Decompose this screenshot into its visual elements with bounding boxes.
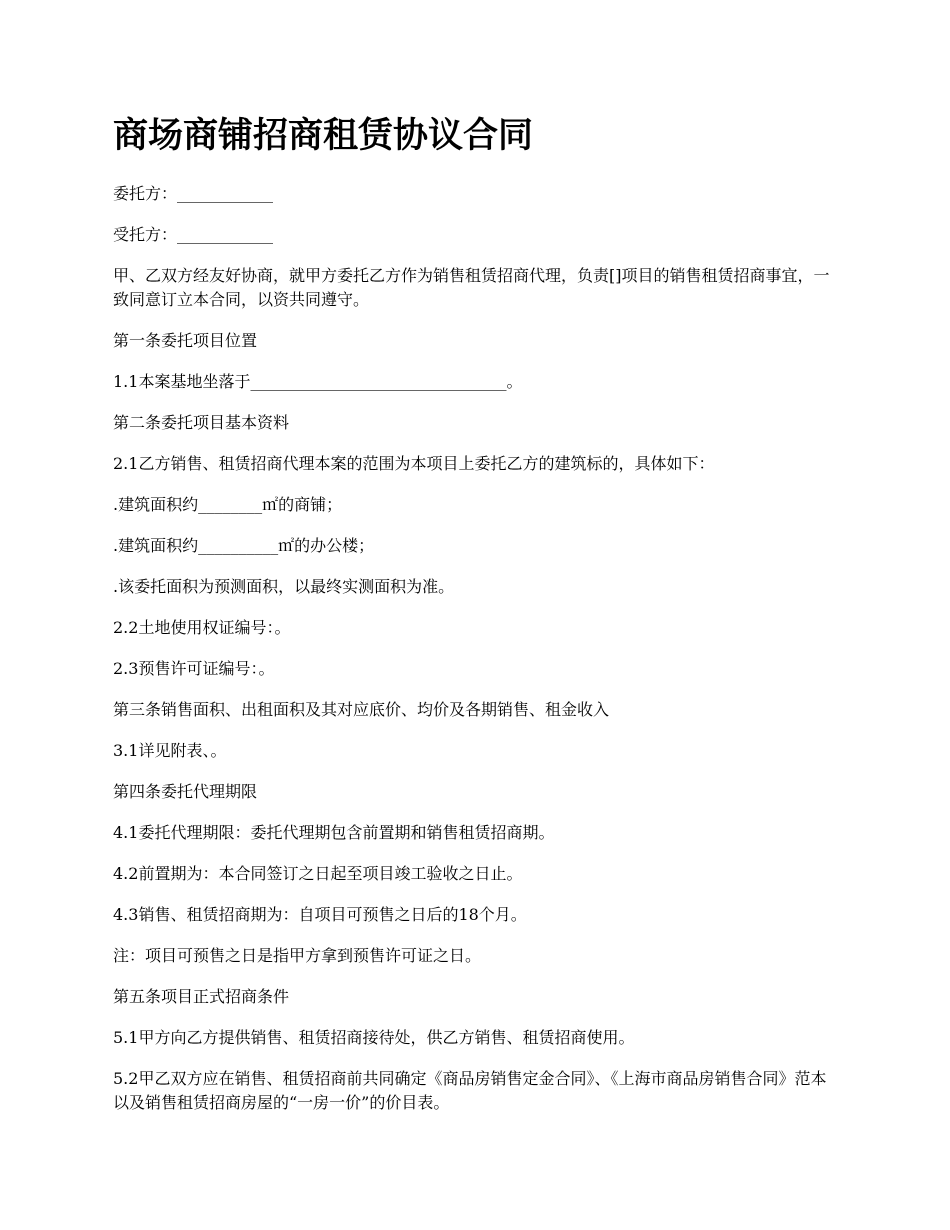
preamble-paragraph: 甲、乙双方经友好协商，就甲方委托乙方作为销售租赁招商代理，负责[]项目的销售租赁招商事宜，一致同意订立本合同，以资共同遵守。 [113,266,830,309]
clause-2-2: 2.2土地使用权证编号：。 [113,618,291,637]
clause-2-1-item-shops: .建筑面积约________㎡的商铺； [113,495,343,514]
clause-4-1: 4.1委托代理期限：委托代理期包含前置期和销售租赁招商期。 [113,823,555,842]
document-title: 商场商铺招商租赁协议合同 [113,115,534,156]
clause-2-1-item-offices: .建筑面积约__________㎡的办公楼； [113,536,375,555]
article-5-heading: 第五条项目正式招商条件 [113,987,290,1006]
clause-4-3: 4.3销售、租赁招商期为：自项目可预售之日后的18个月。 [113,905,527,924]
article-1-heading: 第一条委托项目位置 [113,331,258,350]
article-3-heading: 第三条销售面积、出租面积及其对应底价、均价及各期销售、租金收入 [113,700,610,719]
clause-1-1: 1.1本案基地坐落于________________________________。 [113,372,523,391]
clause-4-note: 注：项目可预售之日是指甲方拿到预售许可证之日。 [113,946,482,965]
clause-2-3: 2.3预售许可证编号：。 [113,659,275,678]
article-4-heading: 第四条委托代理期限 [113,782,258,801]
article-2-heading: 第二条委托项目基本资料 [113,413,290,432]
document-page [113,112,838,1132]
clause-5-1: 5.1甲方向乙方提供销售、租赁招商接待处，供乙方销售、租赁招商使用。 [113,1028,635,1047]
clause-5-2: 5.2甲乙双方应在销售、租赁招商前共同确定《商品房销售定金合同》、《上海市商品房销售合同》范本以及销售租赁招商房屋的“一房一价”的价目表。 [113,1069,827,1112]
agent-line: 受托方：____________ [113,225,274,244]
principal-line: 委托方：____________ [113,184,274,203]
clause-3-1: 3.1详见附表、。 [113,741,227,760]
clause-2-1-item-note: .该委托面积为预测面积，以最终实测面积为准。 [113,577,455,596]
clause-2-1: 2.1乙方销售、租赁招商代理本案的范围为本项目上委托乙方的建筑标的，具体如下： [113,454,715,473]
clause-4-2: 4.2前置期为：本合同签订之日起至项目竣工验收之日止。 [113,864,523,883]
